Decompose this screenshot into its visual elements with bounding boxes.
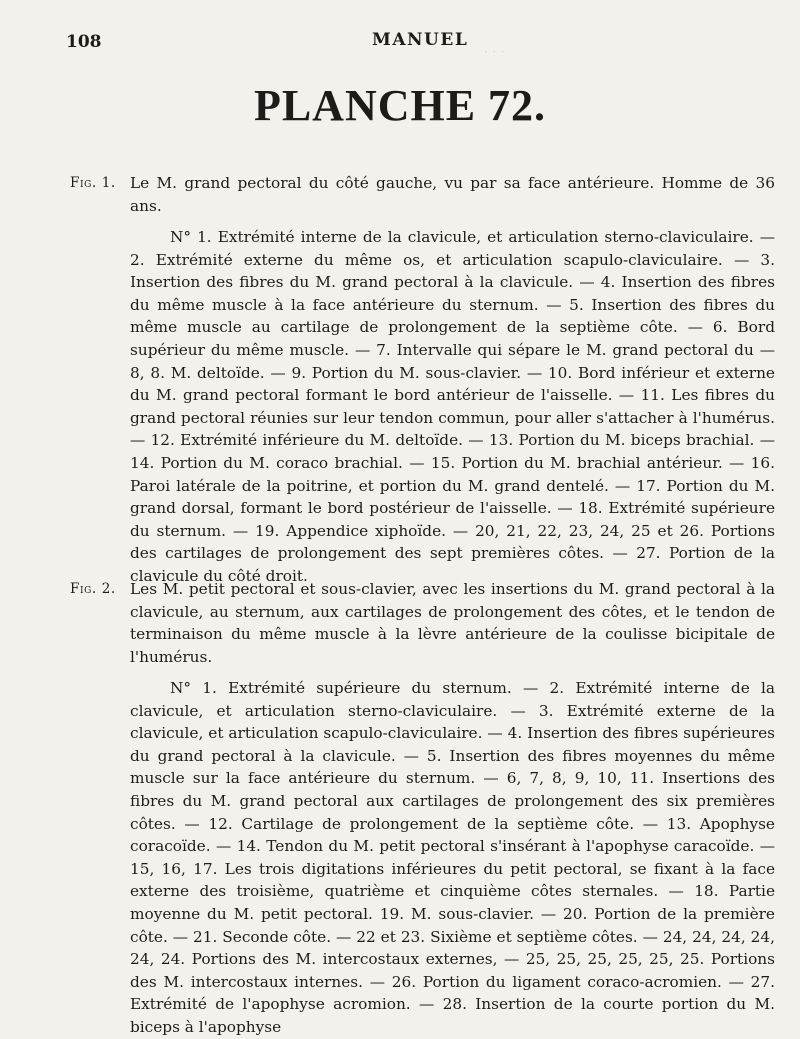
figure-2-legend: N° 1. Extrémité supérieure du sternum. — 2. Extrémité interne de la clavicule, et articulation sterno-claviculaire. — 3. Extrémité externe de la clavicule, et articulation scapulo-claviculaire. — 4. Insertion des fibres supérieures du grand pectoral à la clavicule. — 5. Insertion des fibres moyennes du même muscle sur la face antérieure du sternum. — 6, 7, 8, 9, 10, 11. Insertions des fibres du M. grand pectoral aux cartilages de prolongement des six premières côtes. — 12. Cartilage de prolongement de la septième côte. — 13. Apophyse coracoïde. — 14. Tendon du M. petit pectoral s'insérant à l'apophyse caracoïde. — 15, 16, 17. Les trois digitations inférieures du petit pectoral, se fixant à la face externe des troisième, quatrième et cinquième côtes sternales. — 18. Partie moyenne du M. petit pectoral. 19. M. sous-clavier. — 20. Portion de la première côte. — 21. Seconde côte. — 22 et 23. Sixième et septième côtes. — 24, 24, 24, 24, 24, 24. Portions des M. intercostaux externes, — 25, 25, 25, 25, 25, 25. Portions des M. intercostaux internes. — 26. Portion du ligament coraco-acromien. — 27. Extrémité de l'apophyse acromion. — 28. Insertion de la courte portion du M. biceps à l'apophyse: [130, 679, 775, 1036]
show-through-text: · · ·: [484, 45, 505, 60]
running-title: MANUEL: [372, 30, 469, 50]
plate-title: PLANCHE 72.: [253, 81, 547, 130]
figure-1-label: Fig. 1.: [70, 175, 116, 191]
figure-1-caption-text: Le M. grand pectoral du côté gauche, vu par sa face antérieure. Homme de 36 ans.: [130, 174, 775, 215]
figure-1-caption: [70, 172, 775, 217]
figure-1: [0, 172, 800, 588]
figure-2: [0, 578, 800, 1039]
figure-2-caption: [70, 578, 775, 668]
running-head: [0, 30, 800, 54]
figure-2-caption-text: Les M. petit pectoral et sous-clavier, avec les insertions du M. grand pectoral à la clavicule, au sternum, aux cartilages de prolongement des côtes, et le tendon de terminaison du même muscle à la lèvre antérieure de la coulisse bicipitale de l'humérus.: [130, 580, 775, 666]
figure-1-legend: N° 1. Extrémité interne de la clavicule, et articulation sterno-claviculaire. — 2. Extrémité externe du même os, et articulation scapulo-claviculaire. — 3. Insertion des fibres du M. grand pectoral à la clavicule. — 4. Insertion des fibres du même muscle à la face antérieure du sternum. — 5. Insertion des fibres du même muscle au cartilage de prolongement de la septième côte. — 6. Bord supérieur du même muscle. — 7. Intervalle qui sépare le M. grand pectoral du — 8, 8. M. deltoïde. — 9. Portion du M. sous-clavier. — 10. Bord inférieur et externe du M. grand pectoral formant le bord antérieur de l'aisselle. — 11. Les fibres du grand pectoral réunies sur leur tendon commun, pour aller s'attacher à l'humérus. — 12. Extrémité inférieure du M. deltoïde. — 13. Portion du M. biceps brachial. — 14. Portion du M. coraco brachial. — 15. Portion du M. brachial antérieur. — 16. Paroi latérale de la poitrine, et portion du M. grand dentelé. — 17. Portion du M. grand dorsal, formant le bord postérieur de l'aisselle. — 18. Extrémité supérieure du sternum. — 19. Appendice xiphoïde. — 20, 21, 22, 23, 24, 25 et 26. Portions des cartilages de prolongement des sept premières côtes. — 27. Portion de la clavicule du côté droit.: [130, 228, 775, 585]
page-number: 108: [66, 32, 102, 52]
figure-2-label: Fig. 2.: [70, 581, 116, 597]
